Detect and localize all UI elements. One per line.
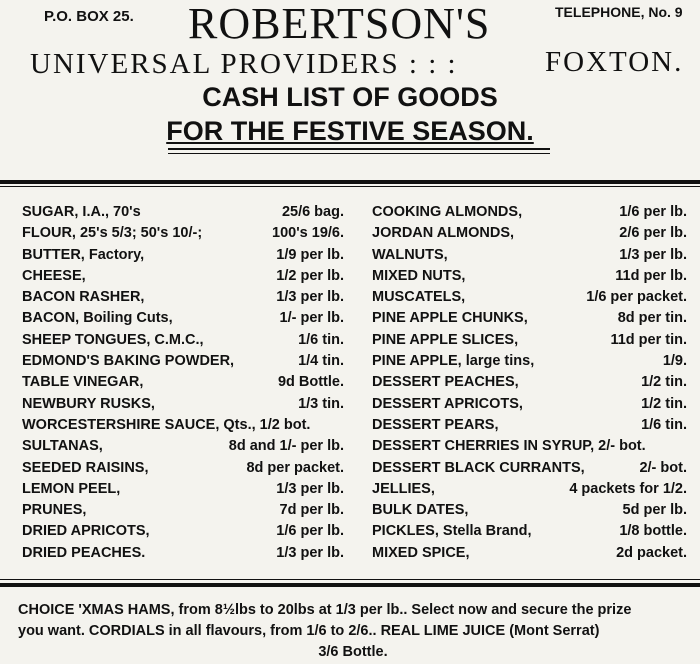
item-name: DESSERT APRICOTS, [372, 395, 523, 412]
item-name: JORDAN ALMONDS, [372, 225, 515, 242]
item-price: 1/6 per lb. [619, 204, 687, 220]
title-underline [168, 148, 550, 150]
item-name: PICKLES, Stella Brand, [372, 523, 532, 540]
price-list-item [22, 545, 344, 566]
price-list-item [22, 268, 344, 289]
item-name: MIXED SPICE, [372, 544, 470, 561]
item-name: LEMON PEEL, [22, 480, 121, 497]
item-name: NEWBURY RUSKS, [22, 395, 155, 412]
price-list-item [22, 247, 344, 268]
item-name: FLOUR, 25's 5/3; 50's 10/-; [22, 225, 203, 242]
price-list-item [372, 374, 687, 395]
item-price: 11d per tin. [610, 331, 687, 348]
item-name: SULTANAS, [22, 438, 103, 455]
item-name: WORCESTERSHIRE SAUCE, Qts., 1/2 bot. [22, 416, 311, 433]
item-price: 1/6 tin. [298, 331, 344, 348]
item-name: SUGAR, I.A., 70's [22, 204, 141, 220]
item-name: DRIED PEACHES. [22, 544, 146, 561]
footer-line-2: you want. CORDIALS in all flavours, from 1/6 to 2/6.. REAL LIME JUICE (Mont Serrat) [18, 623, 600, 639]
price-list-item [372, 247, 687, 268]
item-price: 1/6 per packet. [586, 289, 687, 306]
item-name: PRUNES, [22, 502, 87, 519]
item-name: JELLIES, [372, 480, 435, 497]
item-name: WALNUTS, [372, 246, 448, 263]
price-list-item [372, 268, 687, 289]
item-price: 1/6 per lb. [276, 523, 344, 540]
item-name: DESSERT BLACK CURRANTS, [372, 459, 585, 476]
item-name: DRIED APRICOTS, [22, 523, 150, 540]
item-price: 1/4 tin. [298, 353, 344, 370]
telephone: TELEPHONE, No. 9 [555, 4, 683, 20]
price-list-item [372, 460, 687, 481]
price-list-item [22, 481, 344, 502]
price-list-item [372, 289, 687, 310]
price-list-item [22, 523, 344, 544]
item-name: COOKING ALMONDS, [372, 204, 523, 220]
price-list-item [22, 204, 344, 225]
item-name: TABLE VINEGAR, [22, 374, 144, 391]
item-price: 11d per lb. [615, 267, 687, 284]
price-list-item [22, 289, 344, 310]
item-price: 8d and 1/- per lb. [228, 438, 344, 455]
item-name: MUSCATELS, [372, 289, 466, 306]
price-list-item [372, 225, 687, 246]
item-name: DESSERT PEARS, [372, 416, 499, 433]
item-name: BACON, Boiling Cuts, [22, 310, 173, 327]
item-price: 1/3 per lb. [276, 544, 344, 561]
item-price: 25/6 bag. [281, 204, 344, 220]
item-name: DESSERT CHERRIES IN SYRUP, 2/- bot. [372, 438, 646, 455]
item-price: 1/3 per lb. [276, 289, 344, 306]
item-price: 1/2 tin. [641, 395, 687, 412]
item-name: MIXED NUTS, [372, 267, 466, 284]
title-line-2: FOR THE FESTIVE SEASON. [166, 116, 534, 146]
price-list-item [372, 204, 687, 225]
po-box: P.O. BOX 25. [44, 8, 134, 25]
item-name: SEEDED RAISINS, [22, 459, 149, 476]
item-price: 5d per lb. [622, 502, 687, 519]
price-list-item [372, 396, 687, 417]
town: FOXTON. [545, 46, 684, 78]
item-price: 1/9. [662, 353, 687, 370]
item-price: 8d per packet. [246, 459, 344, 476]
item-name: CHEESE, [22, 267, 86, 284]
price-list-item [22, 417, 344, 438]
item-name: BUTTER, Factory, [22, 246, 145, 263]
tagline: UNIVERSAL PROVIDERS : : : [30, 48, 458, 80]
item-price: 2d packet. [616, 544, 687, 561]
price-list-item [372, 523, 687, 544]
bottom-rule-thin [0, 579, 700, 580]
top-rule-thin [0, 186, 700, 187]
price-list-item [372, 545, 687, 566]
price-list-item [372, 417, 687, 438]
item-price: 1/8 bottle. [619, 523, 687, 540]
price-list-item [22, 353, 344, 374]
item-price: 1/3 per lb. [276, 480, 344, 497]
item-name: SHEEP TONGUES, C.M.C., [22, 331, 204, 348]
item-name: BULK DATES, [372, 502, 469, 519]
right-price-column [372, 204, 687, 566]
price-list-item [22, 438, 344, 459]
footer-line-1: CHOICE 'XMAS HAMS, from 8½lbs to 20lbs at 1/3 per lb.. Select now and secure the prize [18, 602, 632, 618]
item-name: EDMOND'S BAKING POWDER, [22, 353, 235, 370]
price-list-item [372, 438, 687, 459]
item-price: 2/- bot. [639, 459, 687, 476]
title-underline-thin [168, 153, 550, 154]
price-list-item [372, 502, 687, 523]
item-price: 7d per lb. [279, 502, 344, 519]
item-price: 1/3 per lb. [619, 246, 687, 263]
price-list-item [372, 353, 687, 374]
price-list-item [372, 310, 687, 331]
item-name: PINE APPLE CHUNKS, [372, 310, 528, 327]
item-price: 1/2 tin. [641, 374, 687, 391]
item-name: PINE APPLE SLICES, [372, 331, 519, 348]
item-name: DESSERT PEACHES, [372, 374, 519, 391]
footer-line-3: 3/6 Bottle. [318, 644, 388, 660]
item-price: 1/3 tin. [298, 395, 344, 412]
item-price: 1/9 per lb. [276, 246, 344, 263]
price-list-item [22, 460, 344, 481]
price-list-item [372, 332, 687, 353]
left-price-column [22, 204, 344, 566]
item-price: 9d Bottle. [277, 374, 344, 391]
bottom-rule [0, 583, 700, 587]
price-list-item [372, 481, 687, 502]
item-price: 1/2 per lb. [276, 267, 344, 284]
price-list-item [22, 225, 344, 246]
store-name: ROBERTSON'S [188, 0, 491, 48]
top-rule [0, 180, 700, 184]
item-price: 1/6 tin. [641, 416, 687, 433]
item-name: PINE APPLE, large tins, [372, 353, 535, 370]
price-list-item [22, 396, 344, 417]
item-price: 100's 19/6. [272, 225, 344, 242]
item-price: 2/6 per lb. [619, 225, 687, 242]
price-list-item [22, 332, 344, 353]
item-price: 8d per tin. [617, 310, 687, 327]
item-price: 1/- per lb. [279, 310, 344, 327]
item-name: BACON RASHER, [22, 289, 145, 306]
title-line-1: CASH LIST OF GOODS [202, 82, 498, 112]
price-list-item [22, 374, 344, 395]
footer-notice [18, 600, 688, 663]
item-price: 4 packets for 1/2. [569, 480, 687, 497]
price-list-item [22, 502, 344, 523]
price-list-item [22, 310, 344, 331]
